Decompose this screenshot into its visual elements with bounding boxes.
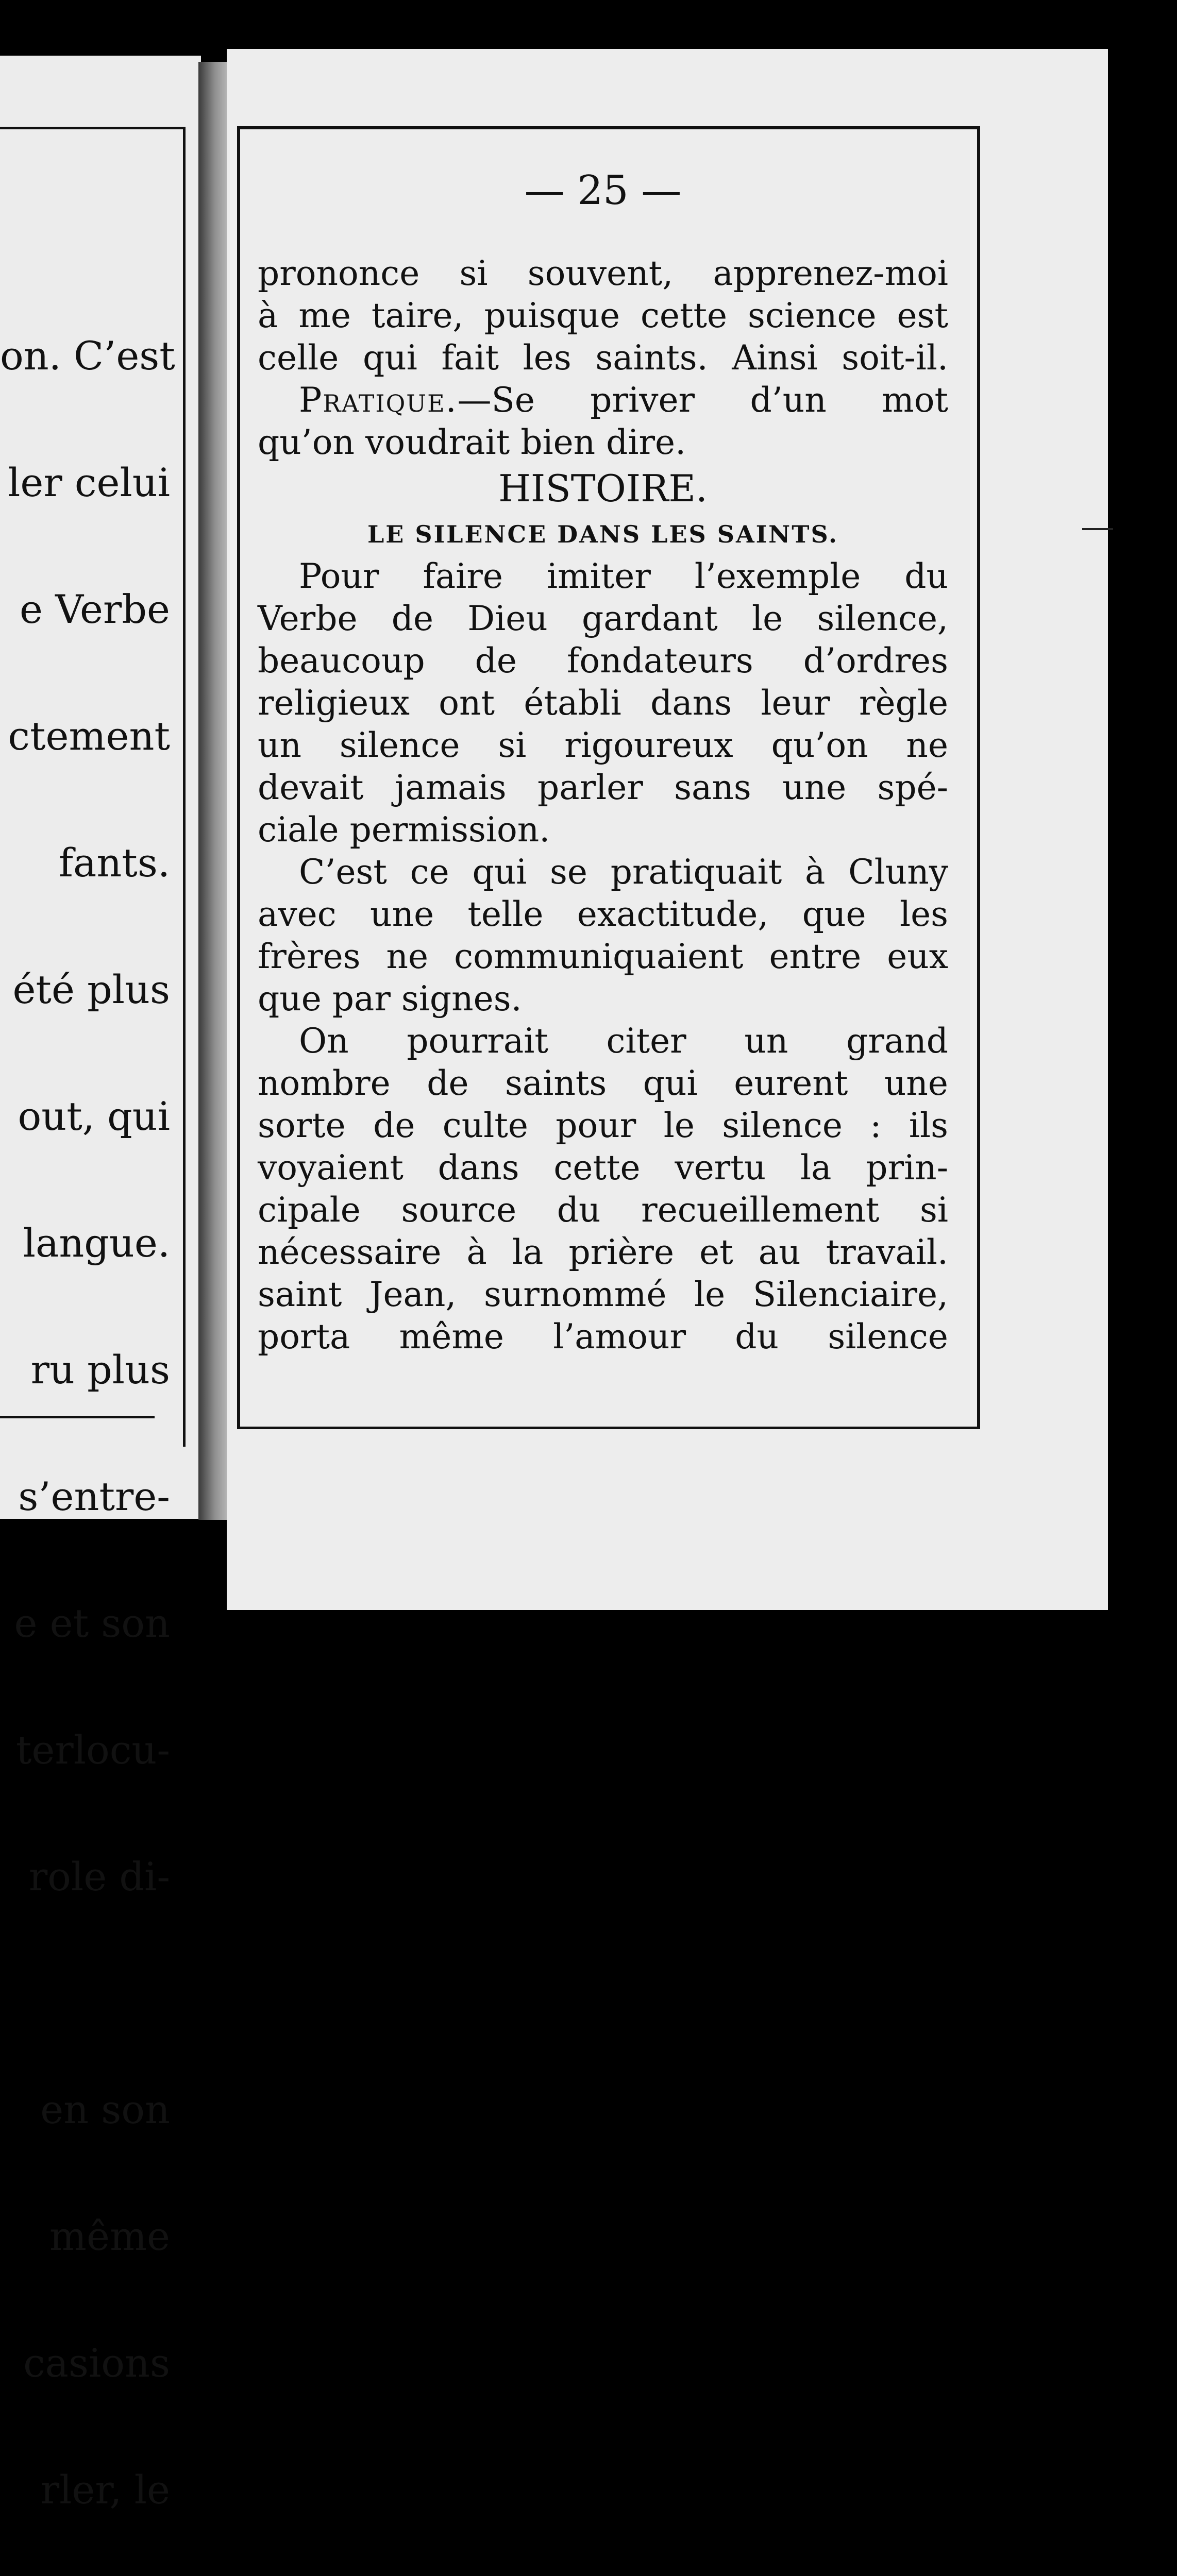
- text-line: prononce si souvent, apprenez-moi: [258, 253, 948, 293]
- text-line: beaucoup de fondateurs d’ordres: [258, 641, 948, 681]
- right-page: [227, 49, 1108, 1610]
- left-line: ru plus: [30, 1347, 170, 1393]
- left-line: out, qui: [18, 1093, 170, 1139]
- left-paragraph-gap: [0, 1982, 170, 2004]
- left-line: e et son: [14, 1600, 170, 1646]
- text-line: voyaient dans cette vertu la prin-: [258, 1148, 948, 1188]
- left-line: langue.: [23, 1220, 170, 1266]
- margin-mark: [1082, 528, 1113, 530]
- pratique-label: Pratique.: [299, 380, 458, 420]
- text-line: nombre de saints qui eurent une: [258, 1063, 948, 1103]
- text-line: devait jamais parler sans une spé-: [258, 768, 948, 807]
- text-line: frères ne communiquaient entre eux: [258, 937, 948, 976]
- left-line: s’entre-: [18, 1473, 170, 1519]
- section-subheading: LE SILENCE DANS LES SAINTS.: [367, 520, 839, 548]
- text-line: que par signes.: [258, 979, 522, 1019]
- left-line: on. C’est: [0, 333, 175, 379]
- left-line: rler, le: [40, 2467, 170, 2513]
- left-page-top-rule: [0, 127, 186, 129]
- pratique-text: —Se priver d’un mot: [457, 380, 948, 420]
- section-heading: HISTOIRE.: [498, 467, 708, 510]
- text-line: saint Jean, surnommé le Silenciaire,: [258, 1275, 948, 1314]
- page-number: — 25 —: [524, 167, 682, 214]
- left-line: casions: [23, 2340, 170, 2386]
- text-line: avec une telle exactitude, que les: [258, 894, 948, 934]
- left-line: même: [49, 2213, 170, 2259]
- text-line: Verbe de Dieu gardant le silence,: [258, 599, 948, 638]
- text-line: C’est ce qui se pratiquait à Cluny: [299, 852, 948, 892]
- left-line: ctement: [8, 713, 170, 759]
- text-line: religieux ont établi dans leur règle: [258, 683, 948, 723]
- left-line: fants.: [58, 840, 170, 886]
- left-page-border-rule: [183, 128, 186, 1447]
- text-line: celle qui fait les saints. Ainsi soit-il.: [258, 338, 948, 378]
- text-line: ciale permission.: [258, 810, 550, 850]
- left-line: e Verbe: [20, 586, 170, 632]
- text-line: Pour faire imiter l’exemple du: [299, 556, 948, 596]
- text-line: un silence si rigoureux qu’on ne: [258, 725, 948, 765]
- left-page-bottom-rule: [0, 1416, 155, 1418]
- left-line: en son: [40, 2087, 170, 2132]
- text-line: On pourrait citer un grand: [299, 1021, 948, 1061]
- text-line: à me taire, puisque cette science est: [258, 296, 948, 335]
- text-line: porta même l’amour du silence: [258, 1317, 948, 1357]
- text-line: sorte de culte pour le silence : ils: [258, 1106, 948, 1145]
- pratique-line: [258, 379, 948, 421]
- left-page-text: [0, 250, 175, 2576]
- text-line: qu’on voudrait bien dire.: [258, 422, 686, 462]
- page-body: [258, 252, 948, 1358]
- text-line: cipale source du recueillement si: [258, 1190, 948, 1230]
- left-line: ler celui: [8, 460, 170, 505]
- left-page-fragment: [0, 56, 201, 2513]
- left-line: terlocu-: [15, 1727, 170, 1773]
- left-line: role di-: [28, 1854, 170, 1900]
- text-line: nécessaire à la prière et au travail.: [258, 1232, 948, 1272]
- left-line: été plus: [12, 967, 170, 1012]
